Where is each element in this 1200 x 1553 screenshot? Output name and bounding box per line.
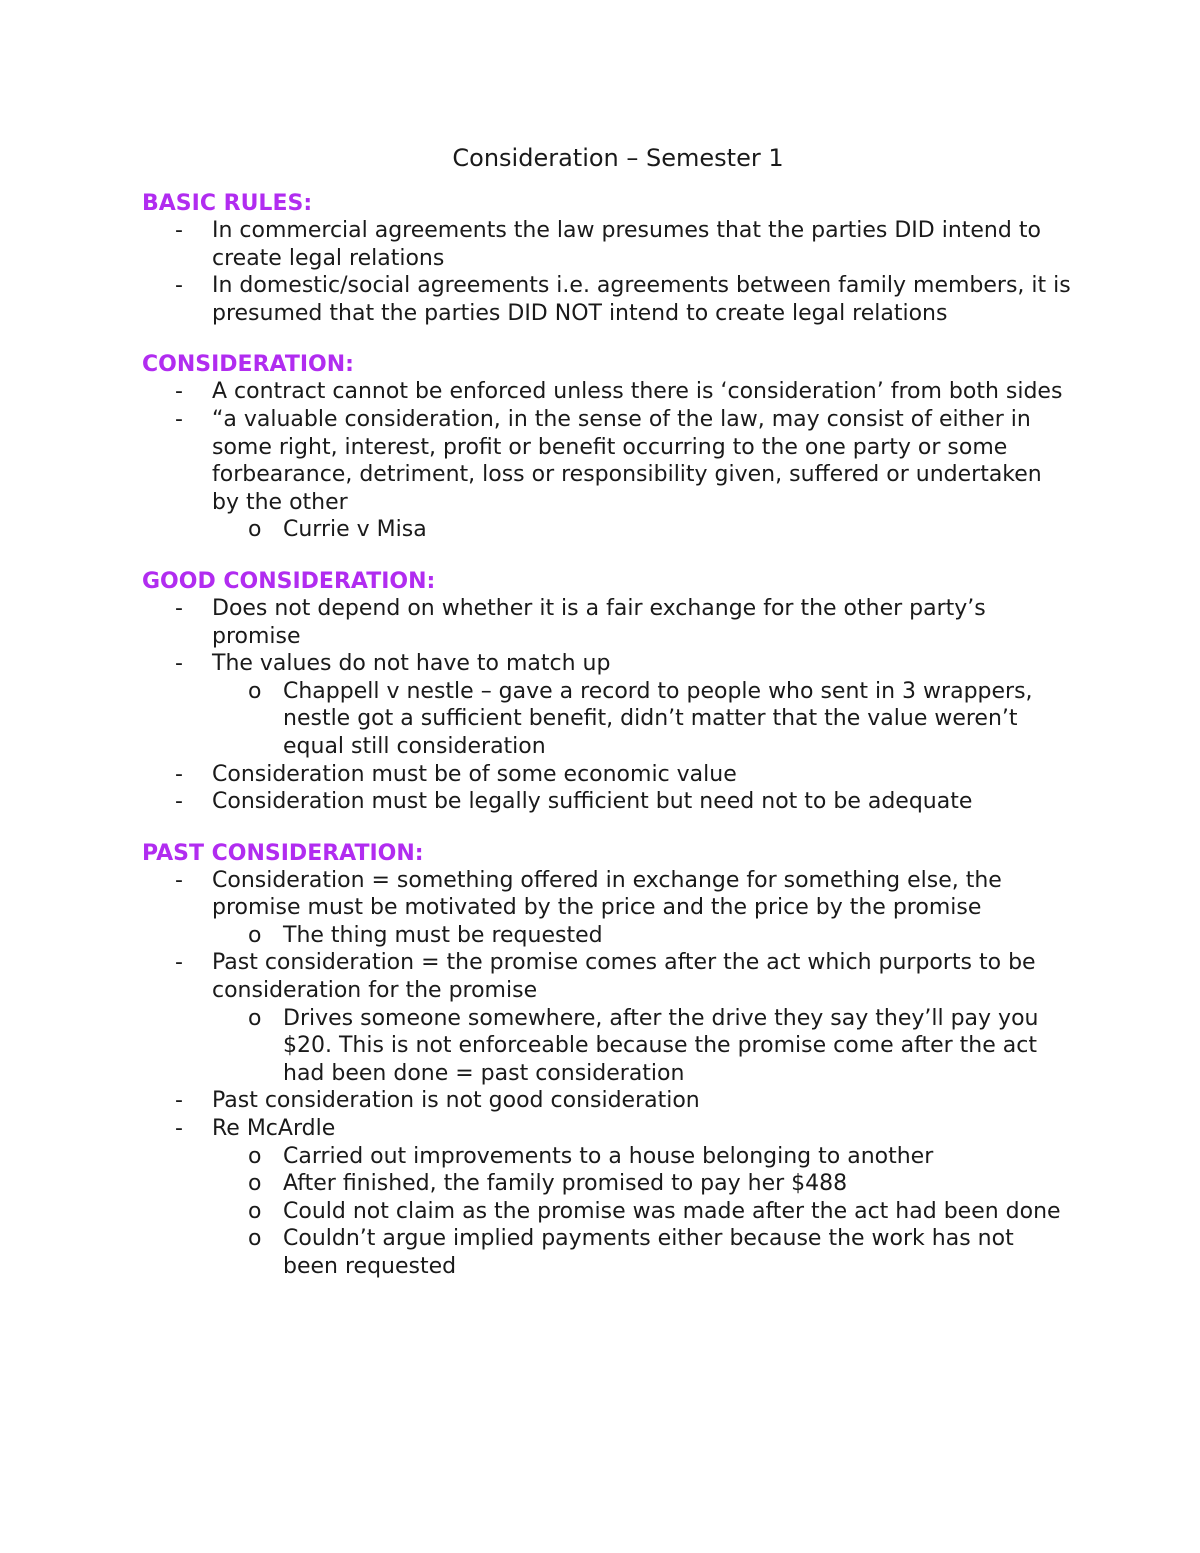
- list-item-text: Past consideration = the promise comes after the act which purports to be consideration for the promise: [212, 950, 1036, 1004]
- circle-bullet-icon: o: [248, 1171, 262, 1197]
- circle-bullet-icon: o: [248, 1005, 262, 1031]
- document-page: [142, 138, 1072, 1305]
- dash-bullet-icon: -: [175, 1116, 183, 1142]
- dash-bullet-icon: -: [175, 761, 183, 787]
- list-item: [142, 949, 1072, 1087]
- sub-list-item: [142, 1170, 1072, 1198]
- sub-list-item: [142, 1198, 1072, 1226]
- list-item-text: In domestic/social agreements i.e. agreements between family members, it is presumed that the parties DID NOT intend to create legal relations: [212, 273, 1071, 326]
- dash-bullet-icon: -: [175, 379, 183, 405]
- dash-bullet-icon: -: [175, 406, 183, 432]
- section: [142, 840, 1072, 1281]
- list-item-text: Consideration must be legally sufficient but need not to be adequate: [212, 789, 973, 815]
- list-item: [142, 761, 1072, 789]
- sub-list: [212, 516, 1072, 544]
- sub-list-item-text: Drives someone somewhere, after the drive they say they’ll pay you $20. This is not enforceable because the promise come after the act had been done = past consideration: [283, 1005, 1039, 1086]
- sub-list-item: [142, 1143, 1072, 1171]
- circle-bullet-icon: o: [248, 678, 262, 704]
- dash-bullet-icon: -: [175, 1088, 183, 1114]
- sub-list-item: [142, 678, 1072, 761]
- list-item: [142, 272, 1072, 327]
- sub-list: [212, 1143, 1072, 1281]
- section: [142, 190, 1072, 327]
- sub-list: [212, 1005, 1072, 1088]
- list-item-text: “a valuable consideration, in the sense of the law, may consist of either in some right, interest, profit or benefit occurring to the one party or some forbearance, detriment, loss or responsibility given, suffered or undertaken by the other: [212, 406, 1042, 515]
- list-item-text: Consideration = something offered in exchange for something else, the promise must be motivated by the price and the price by the promise: [212, 867, 1002, 921]
- list-item-text: A contract cannot be enforced unless there is ‘consideration’ from both sides: [212, 379, 1063, 405]
- sections-container: [142, 190, 1072, 1281]
- sub-list-item-text: After finished, the family promised to pay her $488: [283, 1171, 848, 1197]
- section-heading: GOOD CONSIDERATION:: [142, 568, 436, 594]
- bullet-list: [142, 595, 1072, 816]
- sub-list-item-text: Could not claim as the promise was made after the act had been done: [283, 1198, 1061, 1224]
- dash-bullet-icon: -: [175, 595, 183, 621]
- sub-list: [212, 922, 1072, 950]
- circle-bullet-icon: o: [248, 1226, 262, 1252]
- dash-bullet-icon: -: [175, 218, 183, 243]
- section: [142, 351, 1072, 544]
- dash-bullet-icon: -: [175, 950, 183, 976]
- section-heading: PAST CONSIDERATION:: [142, 840, 424, 866]
- dash-bullet-icon: -: [175, 273, 183, 299]
- list-item-text: Consideration must be of some economic value: [212, 761, 737, 787]
- bullet-list: [142, 378, 1072, 544]
- section-heading: BASIC RULES:: [142, 191, 313, 216]
- list-item-text: In commercial agreements the law presumes that the parties DID intend to create legal relations: [212, 218, 1041, 271]
- list-item: [142, 867, 1072, 950]
- list-item: [142, 650, 1072, 760]
- circle-bullet-icon: o: [248, 517, 262, 543]
- circle-bullet-icon: o: [248, 1198, 262, 1224]
- list-item: [142, 406, 1072, 544]
- sub-list-item-text: Couldn’t argue implied payments either because the work has not been requested: [283, 1226, 1014, 1279]
- circle-bullet-icon: o: [248, 922, 262, 948]
- dash-bullet-icon: -: [175, 651, 183, 677]
- list-item: [142, 1115, 1072, 1281]
- bullet-list: [142, 867, 1072, 1281]
- list-item: [142, 595, 1072, 650]
- sub-list-item: [142, 1005, 1072, 1088]
- list-item: [142, 217, 1072, 272]
- list-item-text: Re McArdle: [212, 1116, 336, 1142]
- sub-list-item-text: Chappell v nestle – gave a record to people who sent in 3 wrappers, nestle got a sufficient benefit, didn’t matter that the value weren’t equal still consideration: [283, 678, 1033, 759]
- list-item: [142, 1087, 1072, 1115]
- list-item-text: Past consideration is not good consideration: [212, 1088, 700, 1114]
- bullet-list: [142, 217, 1072, 327]
- sub-list-item: [142, 1225, 1072, 1280]
- list-item: [142, 788, 1072, 816]
- section: [142, 568, 1072, 816]
- sub-list: [212, 678, 1072, 761]
- sub-list-item-text: Carried out improvements to a house belonging to another: [283, 1143, 934, 1169]
- dash-bullet-icon: -: [175, 789, 183, 815]
- sub-list-item-text: Currie v Misa: [283, 517, 427, 543]
- sub-list-item: [142, 516, 1072, 544]
- circle-bullet-icon: o: [248, 1143, 262, 1169]
- list-item: [142, 378, 1072, 406]
- document-title: Consideration – Semester 1: [452, 144, 784, 172]
- section-heading: CONSIDERATION:: [142, 352, 354, 378]
- sub-list-item-text: The thing must be requested: [283, 922, 603, 948]
- list-item-text: Does not depend on whether it is a fair exchange for the other party’s promise: [212, 595, 986, 649]
- dash-bullet-icon: -: [175, 867, 183, 893]
- sub-list-item: [142, 922, 1072, 950]
- list-item-text: The values do not have to match up: [212, 651, 611, 677]
